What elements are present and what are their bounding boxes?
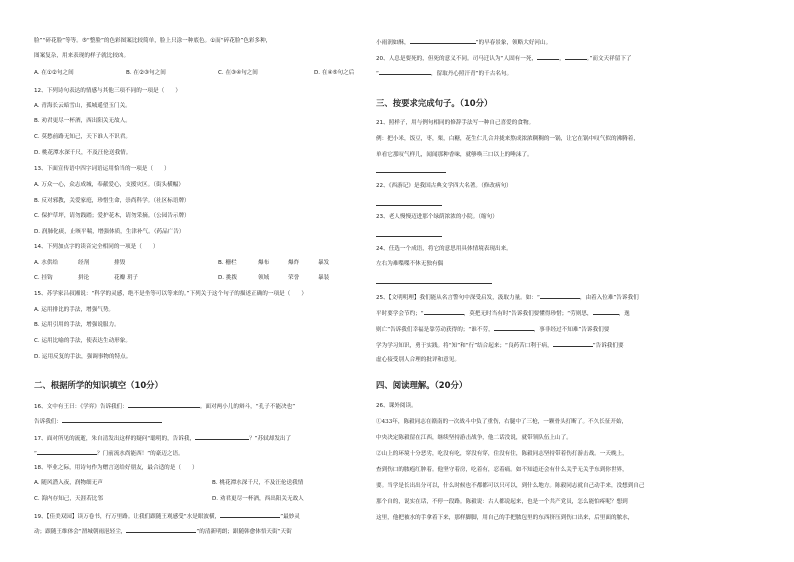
- q18-options-row-1: [34, 480, 303, 487]
- q19-text: 动；跟随王维体会“渭城朝雨浥轻尘，: [34, 529, 127, 535]
- option-d[interactable]: D. 在④⑤句之后: [314, 70, 355, 76]
- passage-line: 要。当学是长出出分可以，什么时候也不都都可以只可以，到什么地方。陈毅同志就自己动手来，没想到自己: [376, 483, 645, 489]
- q19-line-2: [34, 527, 292, 536]
- q14-cell: 暴装: [318, 275, 330, 281]
- q25-line: [376, 341, 624, 350]
- q19-line: [34, 512, 300, 521]
- q20-text: “: [376, 71, 379, 77]
- answer-line[interactable]: [376, 205, 442, 206]
- passage-line: 图案复杂，用来表现的样子就比较凶。: [34, 53, 130, 59]
- q15-option-c[interactable]: C. 运用比喻的手法，使表达生动形象。: [34, 338, 131, 344]
- answer-blank[interactable]: [540, 293, 580, 299]
- answer-blank[interactable]: [565, 54, 587, 60]
- q25-text: 学为学习知识，勇于实践。将“知”和“行”结合起来；“良药苦口利于病，: [376, 343, 553, 349]
- q11-options: [34, 70, 354, 77]
- q17-text: “: [34, 451, 37, 457]
- q14-row-1: [34, 260, 329, 267]
- answer-blank[interactable]: [128, 402, 200, 408]
- q14-row-2: [34, 275, 329, 282]
- q25-text: ，事非经过不知难”告诉我们要: [533, 327, 610, 333]
- q14-cell: 爆炸: [288, 260, 300, 266]
- passage-line: 脸”“碎花脸”等等。⑤“整脸”的色彩图案比较简单，脸上只涂一种底色。①而“碎花脸”色彩多种，: [34, 38, 272, 44]
- q25-text: 则亡”告诉我们幸福是靠劳动获得的；“谁不劳，: [376, 327, 494, 333]
- answer-line[interactable]: [376, 283, 492, 284]
- q25-text: ”告诉我们要: [592, 343, 624, 349]
- q12-option-d[interactable]: D. 桃花潭水深千尺，不及汪伦送我情。: [34, 150, 132, 156]
- q25-line: [376, 309, 630, 318]
- q14-cell: 排毁: [114, 260, 126, 266]
- passage-line: 这里，他把被水的手拿着下来，那样脚脚，用自己的手把脓包里的东西挤压到伤口出来，后里面的脓水，: [376, 515, 634, 521]
- q14-cell[interactable]: B. 栅栏: [218, 260, 237, 266]
- q14-stem: 14、下列加点字的读音完全相同的一项是（ ）: [34, 244, 159, 250]
- q25-text: 平时要学会节约；“: [376, 311, 424, 317]
- q20-text: 20、人总是要死的，但死的意义不同。司马迁认为“人固有一死，: [376, 56, 538, 62]
- q19-text: ”的早春景象，领略大好河山。: [475, 40, 552, 46]
- q17-line: [34, 434, 291, 443]
- passage-line: 中央决定陈毅留在江西，继续坚持游击战争，他二话没说，就带领队伍上山了。: [376, 435, 572, 441]
- q16-text: 告诉我们：: [34, 419, 62, 425]
- q25-line: [376, 325, 609, 334]
- answer-blank[interactable]: [37, 449, 97, 455]
- answer-blank[interactable]: [424, 309, 464, 315]
- passage-line: 查到伤口的脓疱红肿着。他坚守着房，吃着有，忍着痛。如不知道还会有什么关乎无关乎东到你世界，: [376, 467, 628, 473]
- q14-cell[interactable]: C. 挂钩: [34, 275, 53, 281]
- answer-blank[interactable]: [220, 512, 280, 518]
- q12-stem: 12、下列诗句表达的情感与其他三项不同的一项是（ ）: [34, 88, 181, 94]
- q14-cell: 花瓣 玥子: [114, 275, 139, 281]
- q22-stem: 22、《西游记》是我国古典文学四大名著。（修改病句）: [376, 183, 512, 189]
- q25-text: 25、【文明明理】我们能从名言警句中深受启发，汲取力量。如：“: [376, 295, 540, 301]
- q14-cell: 暴发: [318, 260, 330, 266]
- q12-option-a[interactable]: A. 青海长云暗雪山，孤城遥望玉门关。: [34, 103, 131, 109]
- q21-stem: 21、照样子，用与例句相同的修辞手法写一种自己喜爱的食物。: [376, 120, 535, 126]
- q19-text: 19、【佳美双园】读万卷书，行万里路。让我们跟随王观感受“水是眼波横，: [34, 514, 221, 520]
- q20-text: 。”而文天祥留下了: [586, 56, 632, 62]
- q15-option-a[interactable]: A. 运用排比的手法，增强气势。: [34, 307, 115, 313]
- answer-line[interactable]: [376, 236, 442, 237]
- q17-text: ？”苏轼却发出了: [249, 436, 292, 442]
- option-b[interactable]: B. 在②③句之间: [126, 70, 166, 76]
- section-4-heading: 四、阅读理解。（20分）: [376, 380, 468, 390]
- answer-line[interactable]: [376, 172, 446, 173]
- answer-blank[interactable]: [410, 38, 476, 44]
- q23-stem: 23、老人慢慢迈进那个绿荫浓浓的小院。（缩句）: [376, 214, 498, 220]
- q20-line-2: [376, 69, 512, 78]
- answer-blank[interactable]: [593, 309, 619, 315]
- q18-option-b[interactable]: B. 桃花潭水深千尺，不及汪伦送我情: [212, 480, 304, 486]
- section-3-heading: 三、按要求完成句子。（10分）: [376, 98, 493, 108]
- q19-text: 小雨润如酥，: [376, 40, 410, 46]
- q21-example: 单看它那叹气样儿，闻闻那种香味，就够唤三口以上的唾沫了。: [376, 152, 533, 158]
- q25-text: ，由着入位难”告诉我们: [579, 295, 639, 301]
- q14-cell: 爆布: [258, 260, 270, 266]
- q18-option-a[interactable]: A. 随风潜入夜，润物细无声: [34, 480, 103, 486]
- q13-option-a[interactable]: A. 万众一心，众志成城，奉献爱心，支援灾区。（街头横幅）: [34, 182, 184, 188]
- answer-blank[interactable]: [379, 69, 431, 75]
- q17-line-2: [34, 449, 184, 458]
- q18-option-c[interactable]: C. 海内存知己，天涯若比邻: [34, 496, 103, 502]
- option-a[interactable]: A. 在①②句之间: [34, 70, 74, 76]
- passage-line: 那个自的，说实在话，不停一段路。陈毅说：古人都说起来，也是一个共产党员，怎么能怕疼呢？想到: [376, 499, 628, 505]
- q19-text: ”最妙灵: [280, 514, 300, 520]
- q14-cell[interactable]: A. 水供给: [34, 260, 59, 266]
- passage-line: ①433年，陈毅同志在赣南的一次战斗中负了重伤，右腿中了三枪，一颗骨头打断了。不久长征开始，: [376, 419, 628, 425]
- q13-option-c[interactable]: C. 保护草坪，请勿践踏；爱护花木，请勿采摘。（公园告示牌）: [34, 213, 190, 219]
- q18-stem: 18、毕业之际，用诗句作为赠言送给好朋友，最合适的是（ ）: [34, 465, 198, 471]
- q13-option-d[interactable]: D. 润肺化痰，止咳平喘，增强体质，生津补气。（药品广告）: [34, 229, 185, 235]
- q26-stem: 26、课外阅读。: [376, 403, 417, 409]
- q12-option-c[interactable]: C. 莫愁前路无知己，天下谁人不识君。: [34, 134, 131, 140]
- answer-blank[interactable]: [195, 434, 249, 440]
- q14-cell: 荣誉: [288, 275, 300, 281]
- q15-stem: 15、苏学家吕叔湘说：“科学的灵感，绝不是坐等可以等来的。”下列关于这个句子的描述正确的一项是（ ）: [34, 291, 308, 297]
- q16-text: 16、文中有王曰：《学弈》告诉我们：: [34, 404, 128, 410]
- q25-line: 虚心接受别人合理的批评和意见。: [376, 357, 460, 363]
- q17-text: 17、面对所见的流逝，朱自清发出这样的疑问“聪明的，告诉我，: [34, 436, 196, 442]
- answer-blank[interactable]: [62, 417, 162, 423]
- section-2-heading: 二、根据所学的知识填空（10分）: [34, 380, 163, 390]
- q14-cell: 领域: [258, 275, 270, 281]
- q19-text: ”的清新明朗；跟随韩愈体悟天街“天街: [196, 529, 292, 535]
- q16-line: [34, 402, 295, 411]
- q16-line-2: [34, 417, 162, 426]
- q16-text: 。面对两小儿的辩斗，“孔子不能决也”: [199, 404, 296, 410]
- answer-blank[interactable]: [494, 325, 534, 331]
- q15-option-b[interactable]: B. 运用引用的手法，增强说服力。: [34, 322, 120, 328]
- q25-text: ，莫把无时当有时”告诉我们要懂得珍惜；“劳则思，: [463, 311, 593, 317]
- answer-blank[interactable]: [537, 54, 559, 60]
- answer-blank[interactable]: [553, 341, 593, 347]
- q20-text: ，留取丹心照汗青”的千古名句。: [430, 71, 513, 77]
- q17-text: ？门前流水尚能西！”的豪迈之语。: [96, 451, 184, 457]
- q24-stem: 24、任选一个成语，将它的意思用具体情境表现出来。: [376, 246, 512, 252]
- option-c[interactable]: C. 在③④句之间: [218, 70, 258, 76]
- q18-options-row-2: [34, 496, 304, 503]
- q19-continued: [376, 38, 551, 47]
- passage-line: ②山上的环境十分恶劣，吃没有吃，穿没有穿，住没有住，陈毅同志坚持带着伤打游击战。一天晚上，: [376, 451, 628, 457]
- q25-line: [376, 293, 639, 302]
- answer-blank[interactable]: [126, 527, 196, 533]
- q12-option-b[interactable]: B. 劝君更尽一杯酒，西出阳关无故人。: [34, 118, 131, 124]
- q24-idioms: 左右为难喋喋不休无独有偶: [376, 261, 444, 267]
- q14-cell: 经剂: [78, 260, 90, 266]
- q14-cell: 拼论: [78, 275, 90, 281]
- q15-option-d[interactable]: D. 运用反复的手法，强调事物的特点。: [34, 354, 132, 360]
- q13-stem: 13、下面宣传语中四字词语运用恰当的一项是（ ）: [34, 166, 170, 172]
- q20-line: 20、人总是要死的，但死的意义不同。司马迁认为“人固有一死， ， 。”而文天祥留下了: [376, 56, 632, 62]
- q21-example: 例：把小米，饭豆，枣，栗，白糖，花生仁儿合并拢来熬成浓浓稠稠的一锅，让它在锅中叹气似的沸腾着，: [376, 136, 639, 142]
- q25-text: ，逸: [618, 311, 630, 317]
- q18-option-d[interactable]: D. 劝君更尽一杯酒，西出阳关无故人: [212, 496, 304, 502]
- q14-cell[interactable]: D. 挑拨: [218, 275, 238, 281]
- q13-option-b[interactable]: B. 反对邪教，关爱家庭，珍惜生命，崇尚科学。（社区标语牌）: [34, 198, 190, 204]
